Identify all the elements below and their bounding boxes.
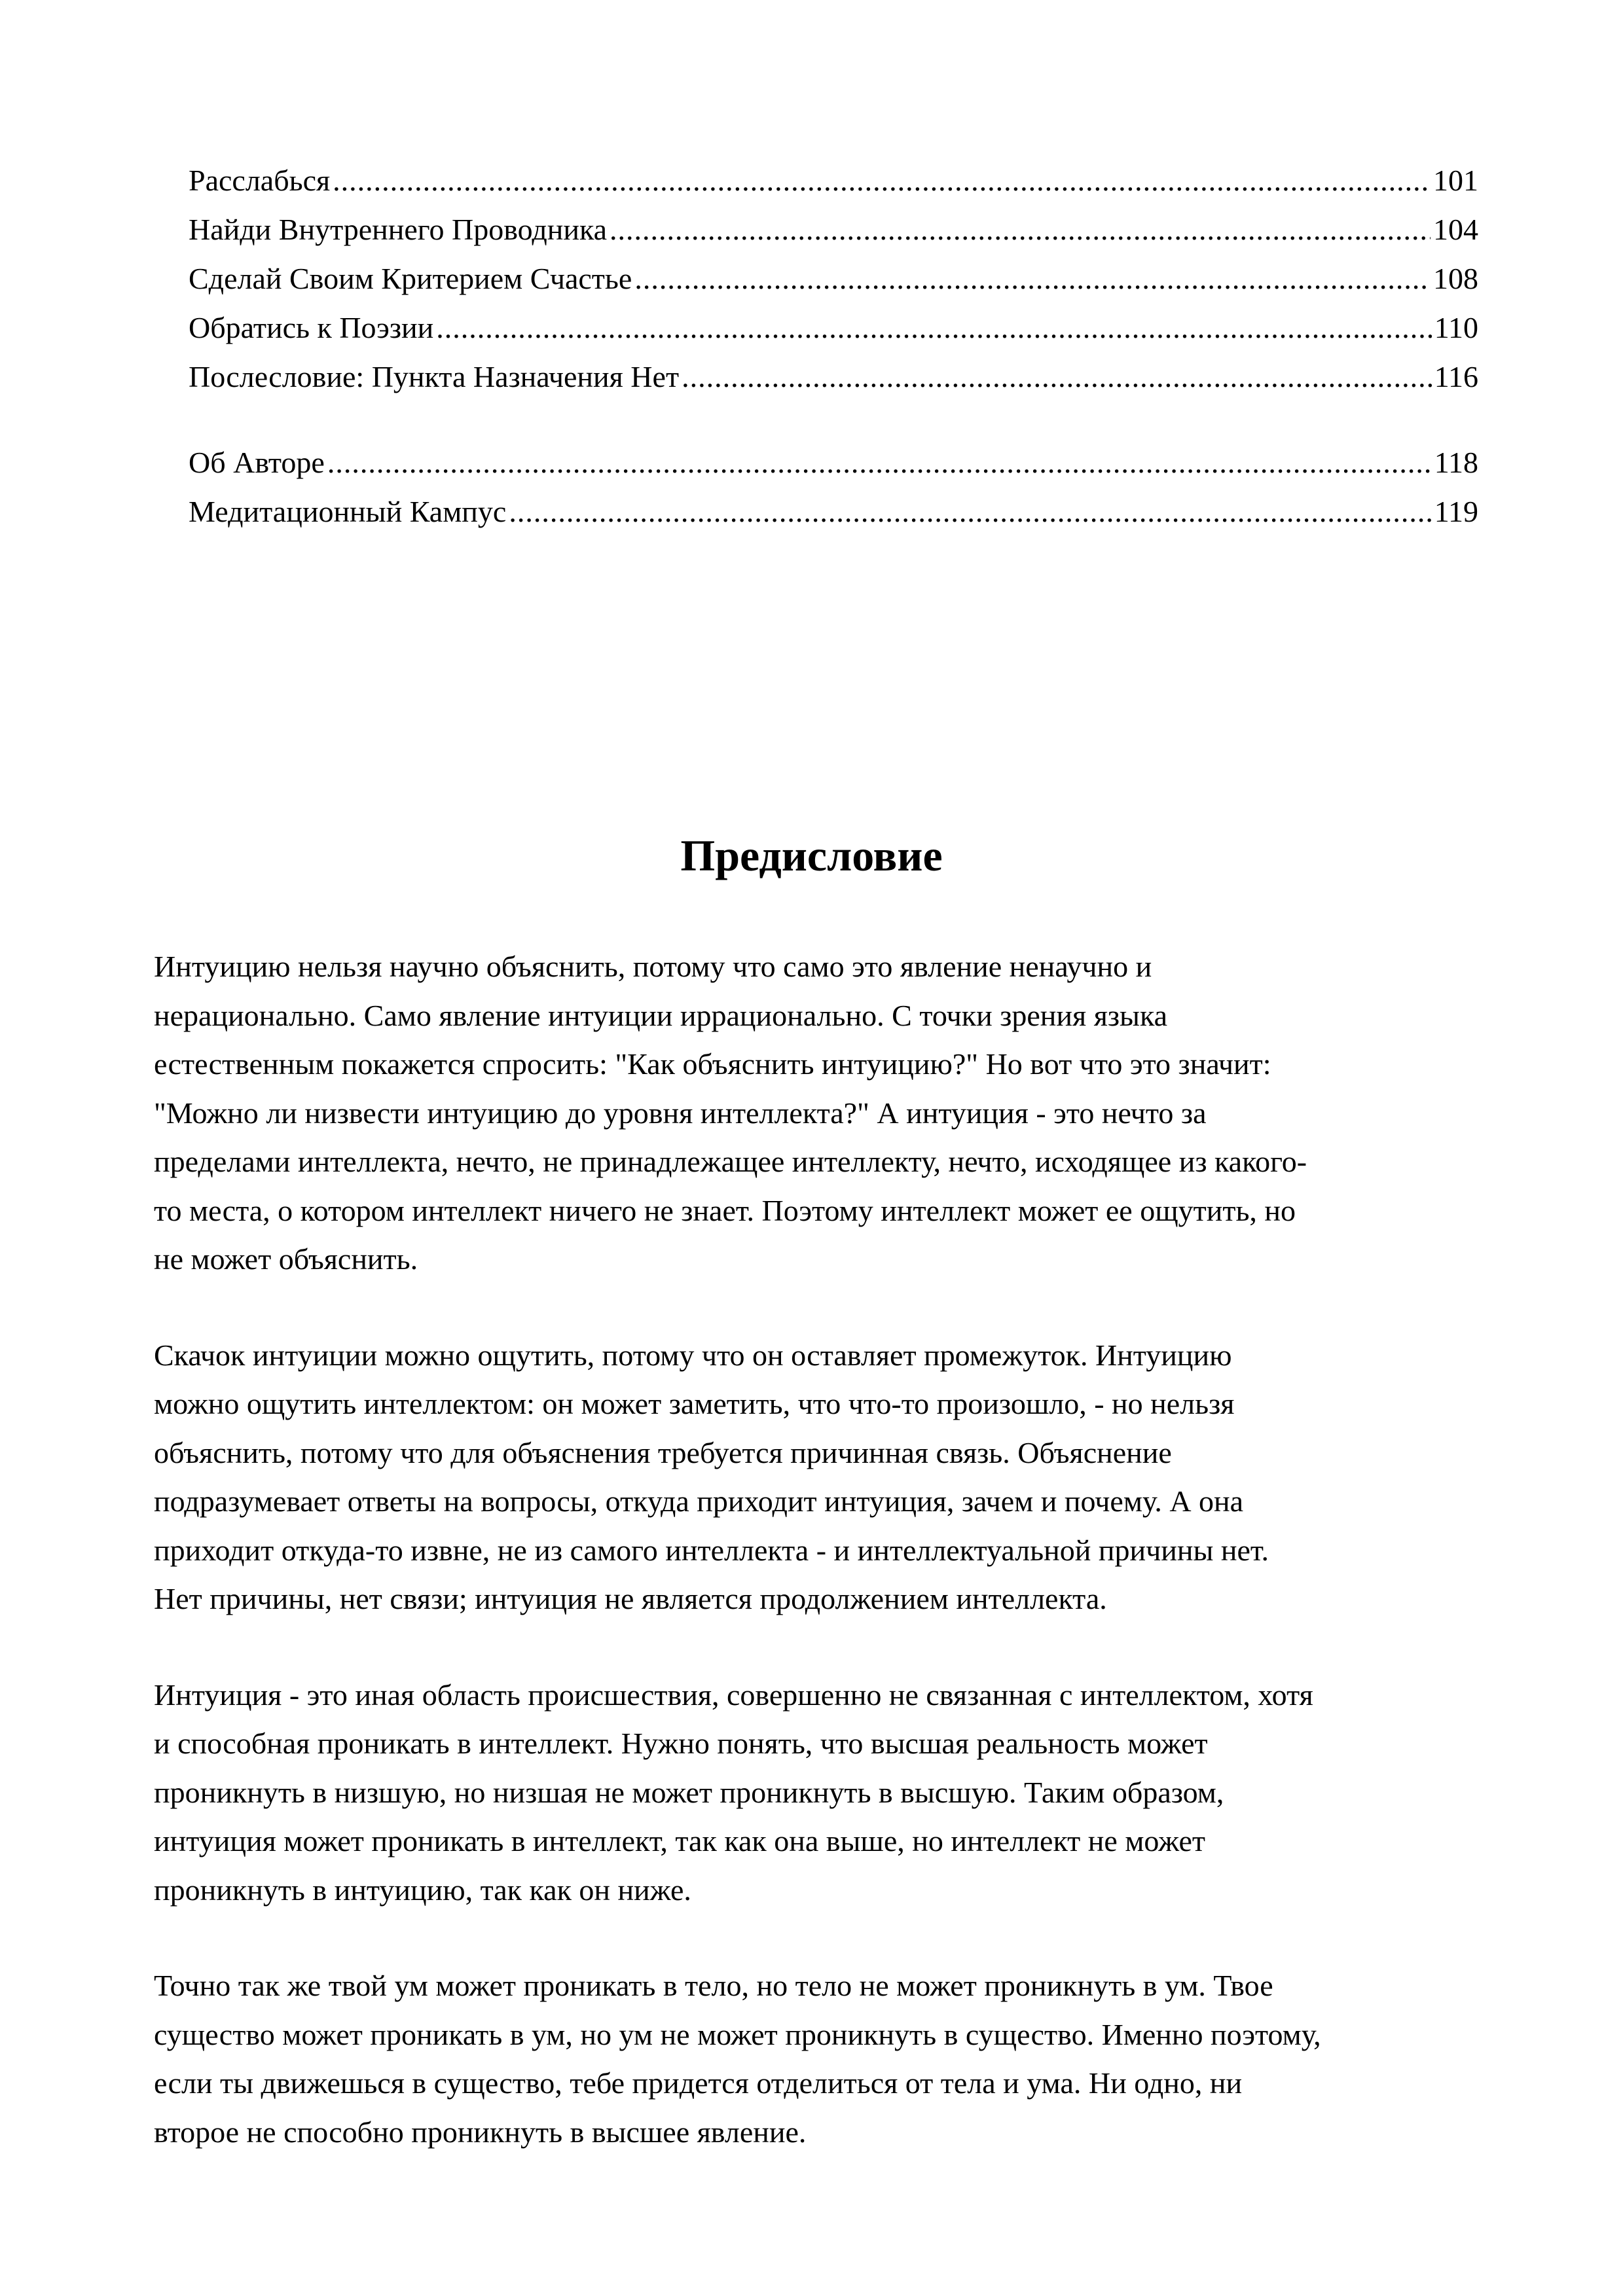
text-line: естественным покажется спросить: "Как объяснить интуицию?" Но вот что это значит: bbox=[154, 1047, 1271, 1081]
chapter-body bbox=[154, 942, 1476, 2204]
toc-entry-title: Найди Внутреннего Проводника bbox=[189, 213, 608, 246]
toc-entry bbox=[189, 156, 1478, 205]
toc-entry-title: Сделай Своим Критерием Счастье bbox=[189, 262, 632, 295]
text-line: и способная проникать в интеллект. Нужно понять, что высшая реальность может bbox=[154, 1727, 1208, 1760]
toc-entry bbox=[189, 487, 1478, 536]
text-line: существо может проникать в ум, но ум не может проникнуть в существо. Именно поэтому, bbox=[154, 2017, 1321, 2051]
toc-entry-page: 108 bbox=[1433, 262, 1478, 295]
text-line: интуиция может проникать в интеллект, так как она выше, но интеллект не может bbox=[154, 1824, 1205, 1857]
text-line: приходит откуда-то извне, не из самого интеллекта - и интеллектуальной причины нет. bbox=[154, 1533, 1269, 1567]
toc-entry bbox=[189, 352, 1478, 401]
toc-entry bbox=[189, 438, 1478, 487]
toc-entry-page: 118 bbox=[1434, 446, 1478, 479]
text-line: не может объяснить. bbox=[154, 1242, 418, 1276]
toc-dot-leader bbox=[610, 205, 1431, 254]
text-line: Интуиция - это иная область происшествия, совершенно не связанная с интеллектом, хотя bbox=[154, 1677, 1313, 1712]
text-line: Скачок интуиции можно ощутить, потому что он оставляет промежуток. Интуицию bbox=[154, 1338, 1232, 1372]
toc-entry-page: 116 bbox=[1434, 360, 1478, 393]
toc-entry-page: 104 bbox=[1433, 213, 1478, 246]
paragraph bbox=[154, 1671, 1476, 1915]
paragraph bbox=[154, 1331, 1476, 1624]
text-line: Точно так же твой ум может проникать в тело, но тело не может проникнуть в ум. Твое bbox=[154, 1969, 1273, 2002]
toc-entry-page: 101 bbox=[1433, 164, 1478, 197]
toc-dot-leader bbox=[436, 303, 1431, 352]
toc-dot-leader bbox=[682, 352, 1432, 401]
toc-dot-leader bbox=[333, 156, 1431, 205]
text-line: подразумевает ответы на вопросы, откуда приходит интуиция, зачем и почему. А она bbox=[154, 1484, 1244, 1518]
toc-entry-page: 119 bbox=[1434, 495, 1478, 528]
text-line: то места, о котором интеллект ничего не знает. Поэтому интеллект может ее ощутить, но bbox=[154, 1193, 1296, 1227]
toc-entry bbox=[189, 205, 1478, 254]
text-line: "Можно ли низвести интуицию до уровня интеллекта?" А интуиция - это нечто за bbox=[154, 1096, 1207, 1130]
text-line: проникнуть в низшую, но низшая не может проникнуть в высшую. Таким образом, bbox=[154, 1775, 1224, 1809]
toc-entry-title: Расслабься bbox=[189, 164, 331, 197]
toc-dot-leader bbox=[509, 487, 1431, 536]
toc-group-main bbox=[189, 156, 1478, 401]
text-line: второе не способно проникнуть в высшее явление. bbox=[154, 2115, 807, 2149]
toc-dot-leader bbox=[327, 438, 1432, 487]
toc-entry-title: Об Авторе bbox=[189, 446, 325, 479]
text-line: если ты движешься в существо, тебе придется отделиться от тела и ума. Ни одно, ни bbox=[154, 2066, 1243, 2100]
text-line: объяснить, потому что для объяснения требуется причинная связь. Объяснение bbox=[154, 1435, 1172, 1469]
toc-entry-title: Медитационный Кампус bbox=[189, 495, 507, 528]
text-line: можно ощутить интеллектом: он может заметить, что что-то произошло, - но нельзя bbox=[154, 1387, 1235, 1420]
paragraph bbox=[154, 1962, 1476, 2157]
toc-entry-title: Послесловие: Пункта Назначения Нет bbox=[189, 360, 680, 393]
toc-dot-leader bbox=[634, 254, 1431, 303]
chapter-title: Предисловие bbox=[680, 831, 943, 880]
paragraph bbox=[154, 942, 1476, 1284]
table-of-contents bbox=[189, 156, 1478, 536]
text-line: проникнуть в интуицию, так как он ниже. bbox=[154, 1873, 691, 1907]
toc-entry bbox=[189, 303, 1478, 352]
toc-entry-title: Обратись к Поэзии bbox=[189, 311, 434, 344]
toc-group-appendix bbox=[189, 438, 1478, 536]
toc-entry-page: 110 bbox=[1434, 311, 1478, 344]
toc-entry bbox=[189, 254, 1478, 303]
text-line: Интуицию нельзя научно объяснить, потому что само это явление ненаучно и bbox=[154, 950, 1152, 983]
text-line: Нет причины, нет связи; интуиция не является продолжением интеллекта. bbox=[154, 1582, 1107, 1615]
text-line: нерационально. Само явление интуиции иррационально. С точки зрения языка bbox=[154, 998, 1168, 1032]
text-line: пределами интеллекта, нечто, не принадлежащее интеллекту, нечто, исходящее из какого- bbox=[154, 1145, 1307, 1178]
